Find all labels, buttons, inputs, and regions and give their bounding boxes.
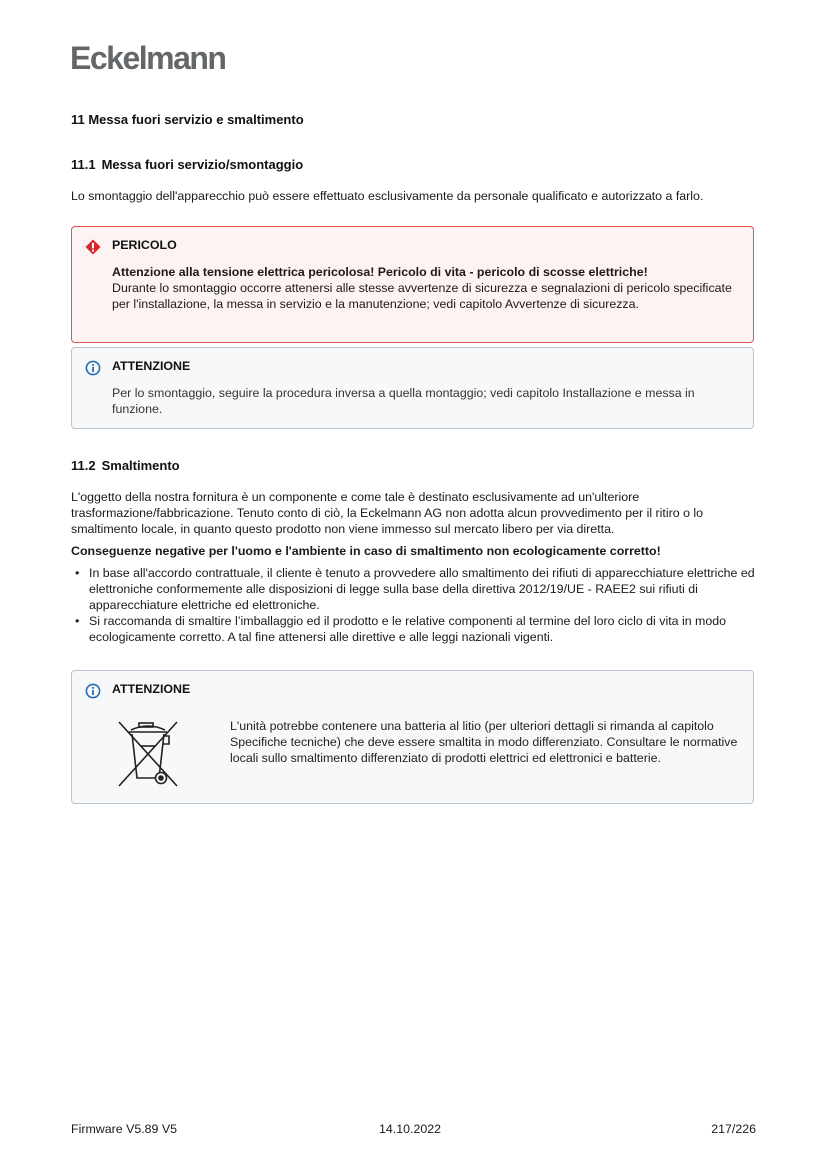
weee-crossed-bin-icon xyxy=(113,716,183,788)
disposal-bullet-list xyxy=(71,565,761,645)
attention-text: Per lo smontaggio, seguire la procedura inversa a quella montaggio; vedi capitolo Installazione e messa in funzione. xyxy=(112,386,695,416)
danger-notice-box xyxy=(71,226,754,343)
disposal-warning-heading: Conseguenze negative per l'uomo e l'ambiente in caso di smaltimento non ecologicamente corretto! xyxy=(71,544,661,558)
danger-diamond-icon xyxy=(85,239,101,255)
danger-text: Durante lo smontaggio occorre attenersi alle stesse avvertenze di sicurezza e segnalazioni di pericolo specificate per l'installazione, la messa in servizio e la manutenzione; vedi capitolo Avvertenze di sicurezza. xyxy=(112,281,732,311)
attention-title: ATTENZIONE xyxy=(112,359,191,373)
battery-notice-text: L'unità potrebbe contenere una batteria al litio (per ulteriori dettagli si rimanda al capitolo Specifiche tecniche) che deve essere smaltita in modo differenziato. Consultare le normative locali sullo smaltimento differenziato di prodotti elettrici ed elettronici e batterie. xyxy=(230,719,738,765)
danger-title: PERICOLO xyxy=(112,238,177,252)
attention-notice-box xyxy=(71,347,754,429)
section-heading-11-1 xyxy=(71,157,303,172)
footer-page-number: 217/226 xyxy=(711,1122,756,1136)
section-intro-paragraph: Lo smontaggio dell'apparecchio può essere effettuato esclusivamente da personale qualificato e autorizzato a farlo. xyxy=(71,189,704,203)
disposal-intro-paragraph: L'oggetto della nostra fornitura è un componente e come tale è destinato esclusivamente ad un'ulteriore trasformazione/fabbricazione. Tenuto conto di ciò, la Eckelmann AG non adotta alcun provvedimento per il ritiro o lo smaltimento locale, in quanto questo prodotto non viene immesso sul mercato libero per via diretta. xyxy=(71,490,704,536)
list-item: • Si raccomanda di smaltire l’imballaggio ed il prodotto e le relative componenti al termine del loro ciclo di vita in modo ecologicamente corretto. A tal fine attenersi alle direttive e alle leggi nazionali vigenti. xyxy=(71,613,761,645)
list-item: • In base all'accordo contrattuale, il cliente è tenuto a provvedere allo smaltimento dei rifiuti di apparecchiature elettriche ed elettroniche conformemente alle disposizioni di legge sulla base della direttiva 2012/19/UE - RAEE2 sui rifiuti di apparecchiature elettriche ed elettroniche. xyxy=(71,565,761,613)
battery-notice-box xyxy=(71,670,754,804)
section-title: Smaltimento xyxy=(101,458,180,473)
section-heading-11-2 xyxy=(71,458,180,473)
danger-body xyxy=(112,264,742,312)
footer-date: 14.10.2022 xyxy=(379,1122,442,1136)
battery-notice-title: ATTENZIONE xyxy=(112,682,191,696)
danger-headline: Attenzione alla tensione elettrica pericolosa! Pericolo di vita - pericolo di scosse elettriche! xyxy=(112,265,648,279)
info-circle-icon xyxy=(85,683,101,699)
section-number: 11.2 xyxy=(71,458,96,473)
section-number: 11.1 xyxy=(71,157,96,172)
info-circle-icon xyxy=(85,360,101,376)
footer-firmware-version: Firmware V5.89 V5 xyxy=(71,1122,178,1136)
chapter-title: 11 Messa fuori servizio e smaltimento xyxy=(71,112,304,127)
section-title: Messa fuori servizio/smontaggio xyxy=(101,157,304,172)
company-logo: Eckelmann xyxy=(70,40,226,76)
